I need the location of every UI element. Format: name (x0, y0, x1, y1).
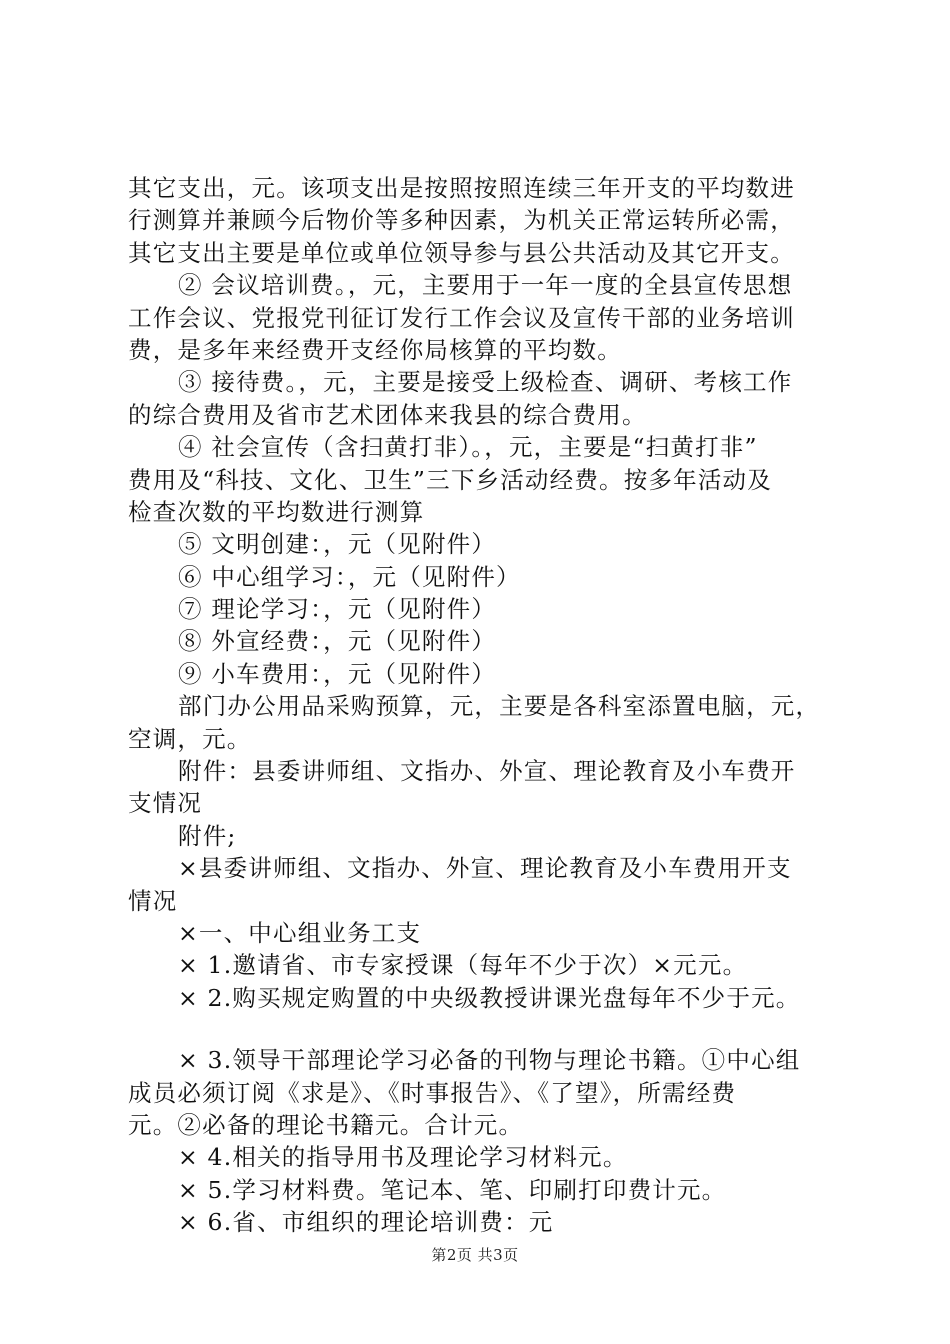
paragraph (128, 852, 828, 917)
text-line: 成员必须订阅《求是》、《时事报告》、《了望》，所需经费 (128, 1078, 737, 1107)
paragraph (128, 755, 828, 820)
text-line: 其它支出主要是单位或单位领导参与县公共活动及其它开支。 (128, 238, 795, 267)
text-line: ⑨ 小车费用：，元（见附件） (178, 659, 497, 688)
paragraph (128, 949, 828, 981)
text-line: 部门办公用品采购预算，元，主要是各科室添置电脑，元， (178, 692, 821, 721)
text-line: ⑦ 理论学习：，元（见附件） (178, 595, 497, 624)
page-footer: 第2页 共3页 (431, 1246, 519, 1264)
text-line: × 4.相关的指导用书及理论学习材料元。 (178, 1143, 628, 1172)
text-line: ⑤ 文明创建：，元（见附件） (178, 530, 497, 559)
text-line: 情况 (128, 886, 178, 915)
text-line: 费，是多年来经费开支经你局核算的平均数。 (128, 335, 622, 364)
paragraph (128, 561, 828, 593)
text-line: × 3.领导干部理论学习必备的刊物与理论书籍。①中心组 (178, 1046, 801, 1075)
text-line: ③ 接待费。，元，主要是接受上级检查、调研、考核工作 (178, 368, 793, 397)
document-body (128, 172, 828, 1239)
paragraph (128, 982, 828, 1014)
paragraph (128, 820, 828, 852)
paragraph (128, 1174, 828, 1206)
paragraph (128, 658, 828, 690)
text-line: ×县委讲师组、文指办、外宣、理论教育及小车费用开支 (178, 854, 792, 883)
text-line: × 5.学习材料费。笔记本、笔、印刷打印费计元。 (178, 1175, 727, 1204)
text-line: 空调，元。 (128, 724, 252, 753)
text-line: 附件; (178, 821, 237, 850)
paragraph (128, 917, 828, 949)
paragraph (128, 528, 828, 560)
paragraph (128, 690, 828, 755)
text-line: × 2.购买规定购置的中央级教授讲课光盘每年不少于元。 (178, 983, 801, 1012)
paragraph (128, 1141, 828, 1173)
paragraph (128, 625, 828, 657)
paragraph (128, 1044, 828, 1141)
text-line: 的综合费用及省市艺术团体来我县的综合费用。 (128, 400, 647, 429)
text-line: 附件：县委讲师组、文指办、外宣、理论教育及小车费开 (178, 757, 796, 786)
text-line: ×一、中心组业务工支 (178, 918, 422, 947)
paragraph (128, 431, 828, 528)
paragraph (128, 269, 828, 366)
text-line: 行测算并兼顾今后物价等多种因素，为机关正常运转所必需， (128, 206, 795, 235)
text-line: 检查次数的平均数进行测算 (128, 497, 425, 526)
text-line: 工作会议、党报党刊征订发行工作会议及宣传干部的业务培训 (128, 303, 795, 332)
text-line: 其它支出，元。该项支出是按照按照连续三年开支的平均数进 (128, 174, 795, 202)
paragraph-spacer (128, 1014, 828, 1044)
paragraph (128, 172, 828, 269)
text-line: ⑥ 中心组学习：，元（见附件） (178, 562, 521, 591)
text-line: 费用及“科技、文化、卫生”三下乡活动经费。按多年活动及 (128, 465, 772, 494)
paragraph (128, 366, 828, 431)
text-line: × 1.邀请省、市专家授课（每年不少于次）×元元。 (178, 951, 748, 980)
text-line: 元。②必备的理论书籍元。合计元。 (128, 1110, 524, 1139)
text-line: ② 会议培训费。，元，主要用于一年一度的全县宣传思想 (178, 271, 793, 300)
text-line: ④ 社会宣传（含扫黄打非）。，元，主要是“扫黄打非” (178, 433, 758, 462)
text-line: × 6.省、市组织的理论培训费：元 (178, 1208, 554, 1237)
text-line: ⑧ 外宣经费：，元（见附件） (178, 627, 497, 656)
paragraph (128, 1206, 828, 1238)
text-line: 支情况 (128, 789, 203, 818)
paragraph (128, 593, 828, 625)
